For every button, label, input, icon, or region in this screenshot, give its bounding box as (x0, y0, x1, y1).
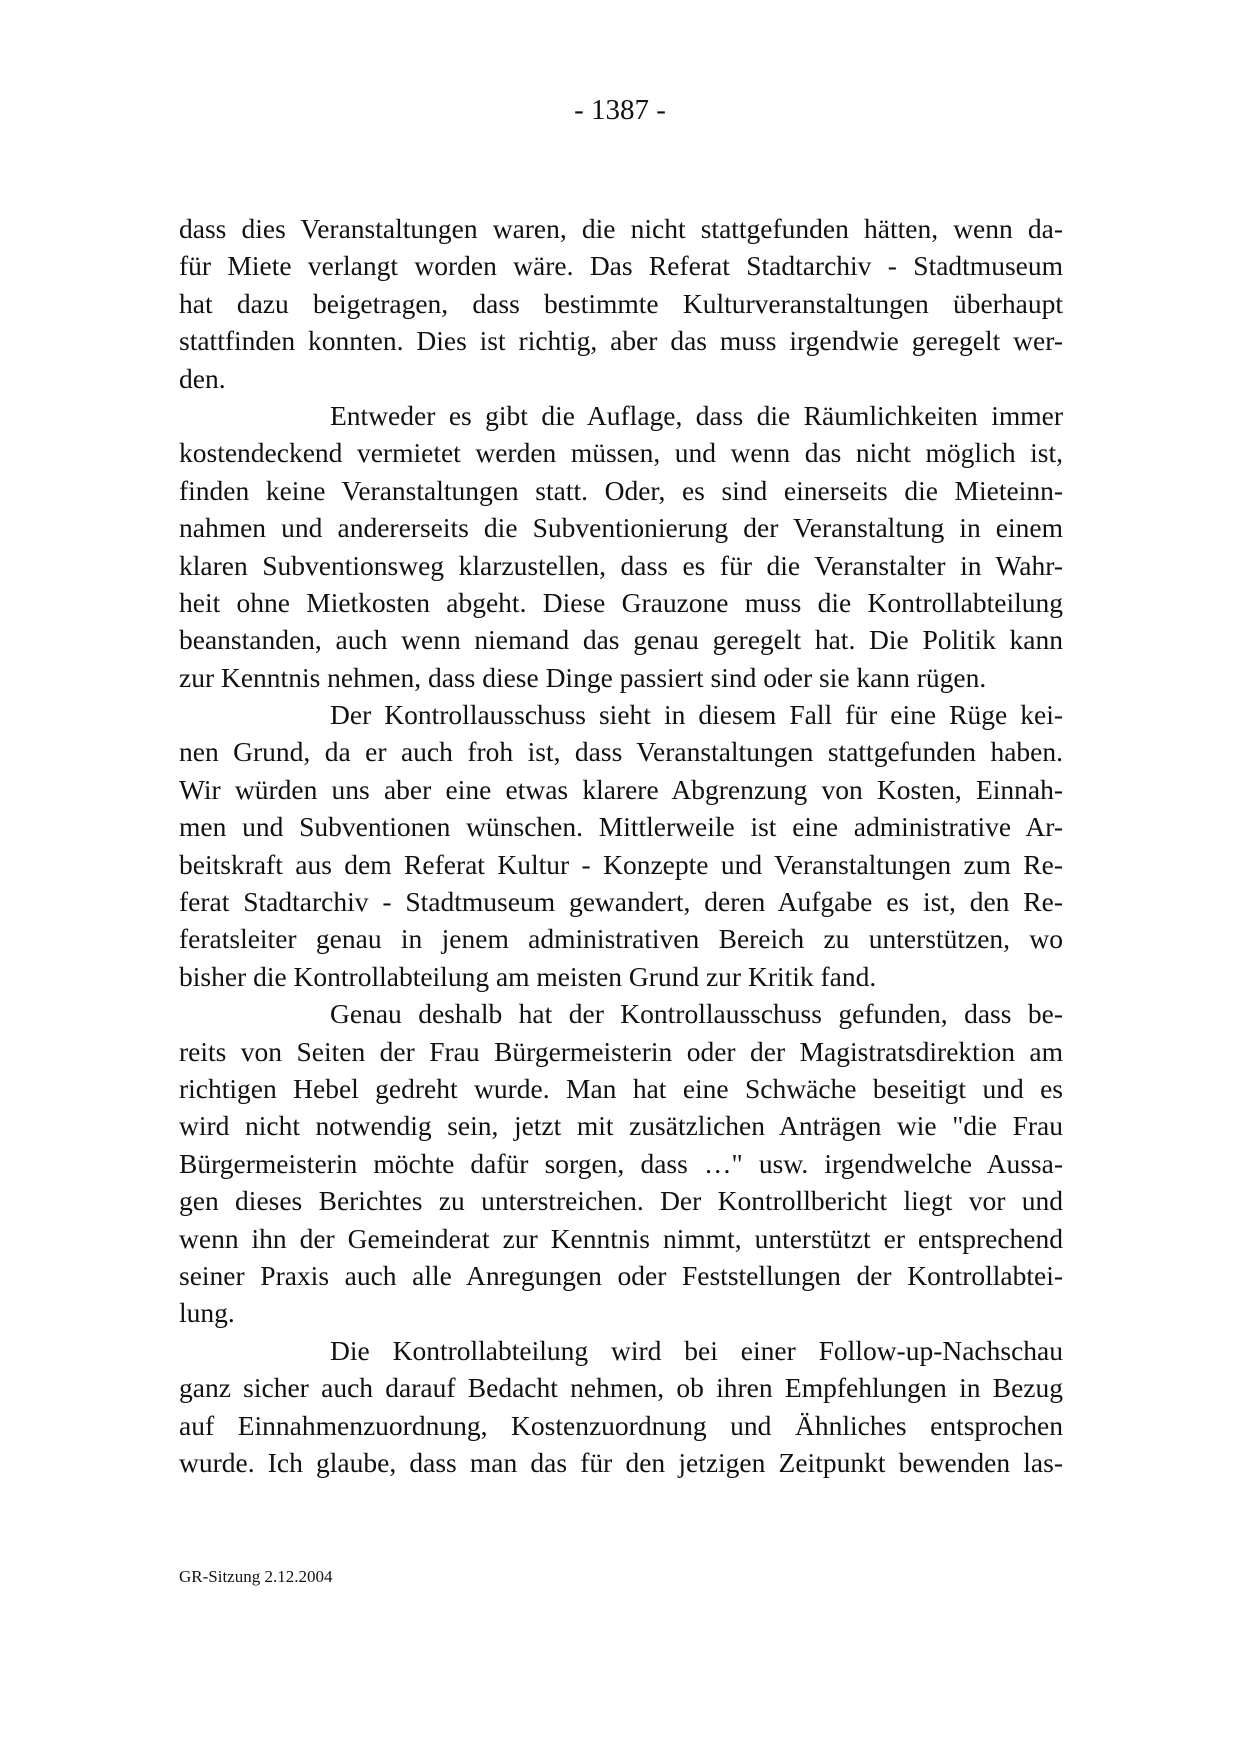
text-line: seiner Praxis auch alle Anregungen oder Feststellungen der Kontrollabtei- (179, 1259, 1063, 1291)
text-line: ganz sicher auch darauf Bedacht nehmen, ob ihren Empfehlungen in Bezug (179, 1372, 1063, 1404)
text-line: gen dieses Berichtes zu unterstreichen. Der Kontrollbericht liegt vor und (179, 1185, 1063, 1217)
text-line: Bürgermeisterin möchte dafür sorgen, dass …" usw. irgendwelche Aussa- (179, 1147, 1063, 1179)
paragraph (179, 696, 1063, 995)
text-line: men und Subventionen wünschen. Mittlerweile ist eine administrative Ar- (179, 811, 1063, 843)
text-line: wurde. Ich glaube, dass man das für den jetzigen Zeitpunkt bewenden las- (179, 1446, 1063, 1478)
text-line: ferat Stadtarchiv - Stadtmuseum gewandert, deren Aufgabe es ist, den Re- (179, 886, 1063, 918)
text-line: für Miete verlangt worden wäre. Das Referat Stadtarchiv - Stadtmuseum (179, 250, 1063, 282)
text-line: kostendeckend vermietet werden müssen, und wenn das nicht möglich ist, (179, 437, 1063, 469)
text-line: Wir würden uns aber eine etwas klarere Abgrenzung von Kosten, Einnah- (179, 773, 1063, 805)
text-line: Der Kontrollausschuss sieht in diesem Fall für eine Rüge kei- (330, 699, 1063, 731)
page-number: - 1387 - (574, 94, 666, 126)
text-line: finden keine Veranstaltungen statt. Oder, es sind einerseits die Mieteinn- (179, 474, 1063, 506)
text-line: reits von Seiten der Frau Bürgermeisterin oder der Magistratsdirektion am (179, 1035, 1063, 1067)
text-line: Die Kontrollabteilung wird bei einer Follow-up-Nachschau (330, 1334, 1063, 1366)
text-line: richtigen Hebel gedreht wurde. Man hat eine Schwäche beseitigt und es (179, 1072, 1063, 1104)
text-line: zur Kenntnis nehmen, dass diese Dinge passiert sind oder sie kann rügen. (179, 661, 987, 693)
text-line: stattfinden konnten. Dies ist richtig, aber das muss irgendwie geregelt wer- (179, 325, 1063, 357)
text-line: Entweder es gibt die Auflage, dass die Räumlichkeiten immer (330, 399, 1063, 431)
paragraph (179, 210, 1063, 397)
paragraph (179, 397, 1063, 696)
text-line: nen Grund, da er auch froh ist, dass Veranstaltungen stattgefunden haben. (179, 736, 1063, 768)
text-line: wenn ihn der Gemeinderat zur Kenntnis nimmt, unterstützt er entsprechend (179, 1222, 1063, 1254)
paragraph (179, 995, 1063, 1332)
text-line: auf Einnahmenzuordnung, Kostenzuordnung und Ähnliches entsprochen (179, 1409, 1063, 1441)
text-line: Genau deshalb hat der Kontrollausschuss gefunden, dass be- (330, 998, 1063, 1030)
text-line: nahmen und andererseits die Subventionierung der Veranstaltung in einem (179, 512, 1063, 544)
footer-session-date: GR-Sitzung 2.12.2004 (179, 1567, 333, 1586)
text-line: feratsleiter genau in jenem administrativen Bereich zu unterstützen, wo (179, 923, 1063, 955)
text-line: beanstanden, auch wenn niemand das genau geregelt hat. Die Politik kann (179, 624, 1063, 656)
text-line: hat dazu beigetragen, dass bestimmte Kulturveranstaltungen überhaupt (179, 287, 1063, 319)
text-line: heit ohne Mietkosten abgeht. Diese Grauzone muss die Kontrollabteilung (179, 586, 1063, 618)
text-line: wird nicht notwendig sein, jetzt mit zusätzlichen Anträgen wie "die Frau (179, 1110, 1063, 1142)
paragraph (179, 1332, 1063, 1482)
text-line: beitskraft aus dem Referat Kultur - Konzepte und Veranstaltungen zum Re- (179, 848, 1063, 880)
text-line: bisher die Kontrollabteilung am meisten Grund zur Kritik fand. (179, 960, 877, 992)
text-line: lung. (179, 1297, 235, 1329)
body-text (179, 210, 1063, 1481)
text-line: dass dies Veranstaltungen waren, die nicht stattgefunden hätten, wenn da- (179, 213, 1063, 244)
text-line: den. (179, 362, 226, 394)
text-line: klaren Subventionsweg klarzustellen, dass es für die Veranstalter in Wahr- (179, 549, 1063, 581)
